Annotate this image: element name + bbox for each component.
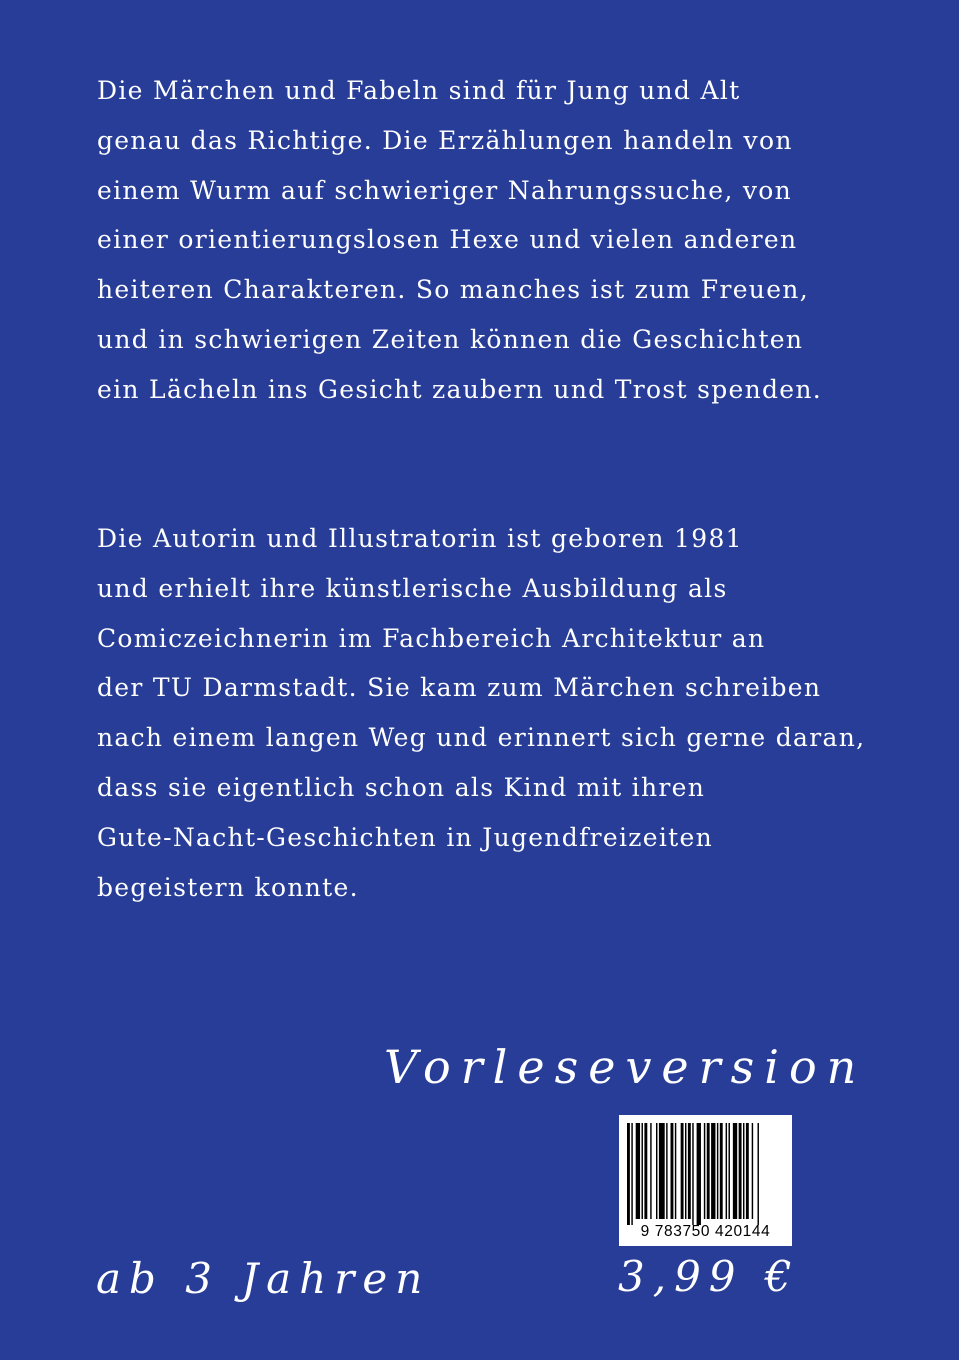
- barcode-bar: [707, 1123, 710, 1219]
- barcode-bar: [720, 1123, 723, 1219]
- author-line: der TU Darmstadt. Sie kam zum Märchen schreiben: [97, 673, 822, 703]
- author-line: Comiczeichnerin im Fachbereich Architektur an: [97, 623, 766, 653]
- story-line: einem Wurm auf schwieriger Nahrungssuche, von: [97, 175, 793, 205]
- barcode-bar: [692, 1123, 693, 1225]
- author-paragraph: [97, 514, 897, 912]
- price-label: 3,99 €: [618, 1252, 800, 1301]
- isbn-barcode: [619, 1115, 792, 1246]
- barcode-bar: [746, 1123, 749, 1219]
- barcode-bar: [642, 1123, 643, 1219]
- story-line: einer orientierungslosen Hexe und vielen anderen: [97, 225, 798, 255]
- isbn-digits: 9 783750 420144: [640, 1223, 771, 1240]
- barcode-bar: [697, 1123, 701, 1225]
- barcode-bar: [758, 1123, 759, 1225]
- barcode-bar: [704, 1123, 705, 1219]
- author-line: Die Autorin und Illustratorin ist geboren 1981: [97, 524, 743, 553]
- barcode-bar: [675, 1123, 676, 1219]
- barcode-bar: [631, 1123, 632, 1225]
- barcode-bar: [650, 1123, 651, 1219]
- age-label: ab 3 Jahren: [96, 1254, 431, 1303]
- story-line: Die Märchen und Fabeln sind für Jung und Alt: [97, 76, 741, 105]
- barcode-bar: [627, 1123, 630, 1225]
- barcode-bar: [717, 1123, 718, 1219]
- author-line: begeistern konnte.: [97, 872, 359, 902]
- story-line: und in schwierigen Zeiten können die Geschichten: [97, 324, 804, 354]
- author-line: und erhielt ihre künstlerische Ausbildung als: [97, 573, 728, 603]
- barcode-bar: [752, 1123, 753, 1219]
- barcode-bar: [681, 1123, 684, 1219]
- story-line: ein Lächeln ins Gesicht zaubern und Trost spenden.: [97, 374, 823, 404]
- barcode-bar: [671, 1123, 674, 1219]
- barcode-bar: [685, 1123, 686, 1219]
- barcode-bar: [666, 1123, 667, 1219]
- barcode-bar: [688, 1123, 691, 1219]
- barcode-bar: [659, 1123, 665, 1219]
- author-line: dass sie eigentlich schon als Kind mit ihren: [97, 772, 706, 802]
- barcode-bar: [743, 1123, 744, 1219]
- author-line: nach einem langen Weg und erinnert sich gerne daran,: [97, 723, 866, 753]
- barcode-bar: [636, 1123, 640, 1219]
- barcode-bar: [644, 1123, 647, 1219]
- story-line: genau das Richtige. Die Erzählungen handeln von: [97, 125, 793, 155]
- barcode-bar: [726, 1123, 727, 1219]
- barcode-bar: [711, 1123, 715, 1219]
- author-line: Gute-Nacht-Geschichten in Jugendfreizeiten: [97, 822, 713, 852]
- edition-label: Vorleseversion: [384, 1040, 867, 1094]
- barcode-bar: [733, 1123, 737, 1219]
- story-line: heiteren Charakteren. So manches ist zum Freuen,: [97, 275, 809, 305]
- story-paragraph: [97, 66, 897, 415]
- barcode-bars: [619, 1115, 792, 1225]
- barcode-bar: [656, 1123, 657, 1219]
- barcode-bar: [729, 1123, 730, 1219]
- barcode-bar: [739, 1123, 742, 1219]
